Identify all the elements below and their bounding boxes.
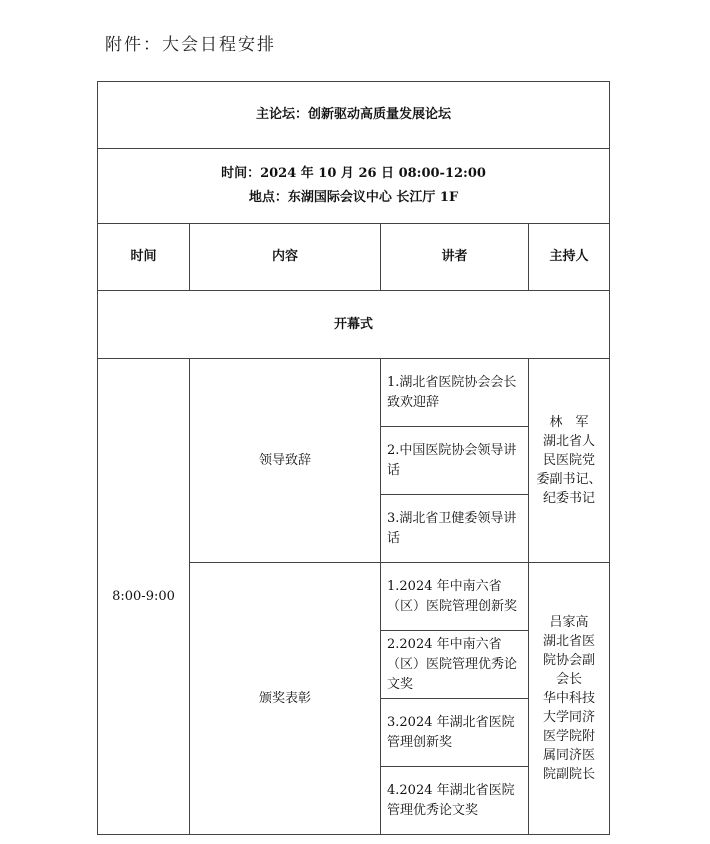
- title-row: [98, 82, 610, 149]
- table-row: [98, 359, 610, 427]
- forum-title: 主论坛：创新驱动高质量发展论坛: [98, 82, 610, 149]
- host-line: 纪委书记: [543, 491, 596, 506]
- forum-location: 地点：东湖国际会议中心 长江厅 1F: [248, 190, 459, 205]
- host-line: 院协会副: [543, 653, 596, 668]
- host-line: 院副院长: [543, 767, 596, 782]
- section-row: [98, 291, 610, 359]
- section-title: 开幕式: [98, 291, 610, 359]
- header-time: 时间: [98, 224, 190, 291]
- host-line: 吕家高: [549, 615, 589, 630]
- schedule-table: [97, 81, 610, 835]
- info-row: [98, 149, 610, 224]
- group-content: 领导致辞: [190, 359, 381, 563]
- header-row: [98, 224, 610, 291]
- host-cell: [529, 359, 610, 563]
- speaker-item: 3.2024 年湖北省医院管理创新奖: [381, 699, 529, 767]
- host-line: 华中科技: [543, 691, 596, 706]
- header-host: 主持人: [529, 224, 610, 291]
- group-content: 颁奖表彰: [190, 563, 381, 835]
- speaker-item: 4.2024 年湖北省医院管理优秀论文奖: [381, 767, 529, 835]
- host-line: 属同济医: [543, 748, 596, 763]
- speaker-item: 2.中国医院协会领导讲话: [381, 427, 529, 495]
- forum-info: [98, 149, 610, 224]
- host-line: 林 军: [549, 415, 589, 430]
- speaker-item: 3.湖北省卫健委领导讲话: [381, 495, 529, 563]
- host-line: 会长: [556, 672, 583, 687]
- speaker-item: 1.湖北省医院协会会长致欢迎辞: [381, 359, 529, 427]
- host-cell: [529, 563, 610, 835]
- header-content: 内容: [190, 224, 381, 291]
- host-line: 湖北省医: [543, 634, 596, 649]
- host-line: 民医院党: [543, 453, 596, 468]
- attachment-label: 附件：大会日程安排: [105, 35, 276, 55]
- speaker-item: 2.2024 年中南六省（区）医院管理优秀论文奖: [381, 631, 529, 699]
- host-line: 湖北省人: [543, 434, 596, 449]
- speaker-item: 1.2024 年中南六省（区）医院管理创新奖: [381, 563, 529, 631]
- header-speaker: 讲者: [381, 224, 529, 291]
- forum-time: 时间：2024 年 10 月 26 日 08:00-12:00: [221, 166, 486, 181]
- host-line: 委副书记、: [536, 472, 602, 487]
- host-line: 大学同济: [543, 710, 596, 725]
- host-line: 医学院附: [543, 729, 596, 744]
- session-time: 8:00-9:00: [98, 359, 190, 835]
